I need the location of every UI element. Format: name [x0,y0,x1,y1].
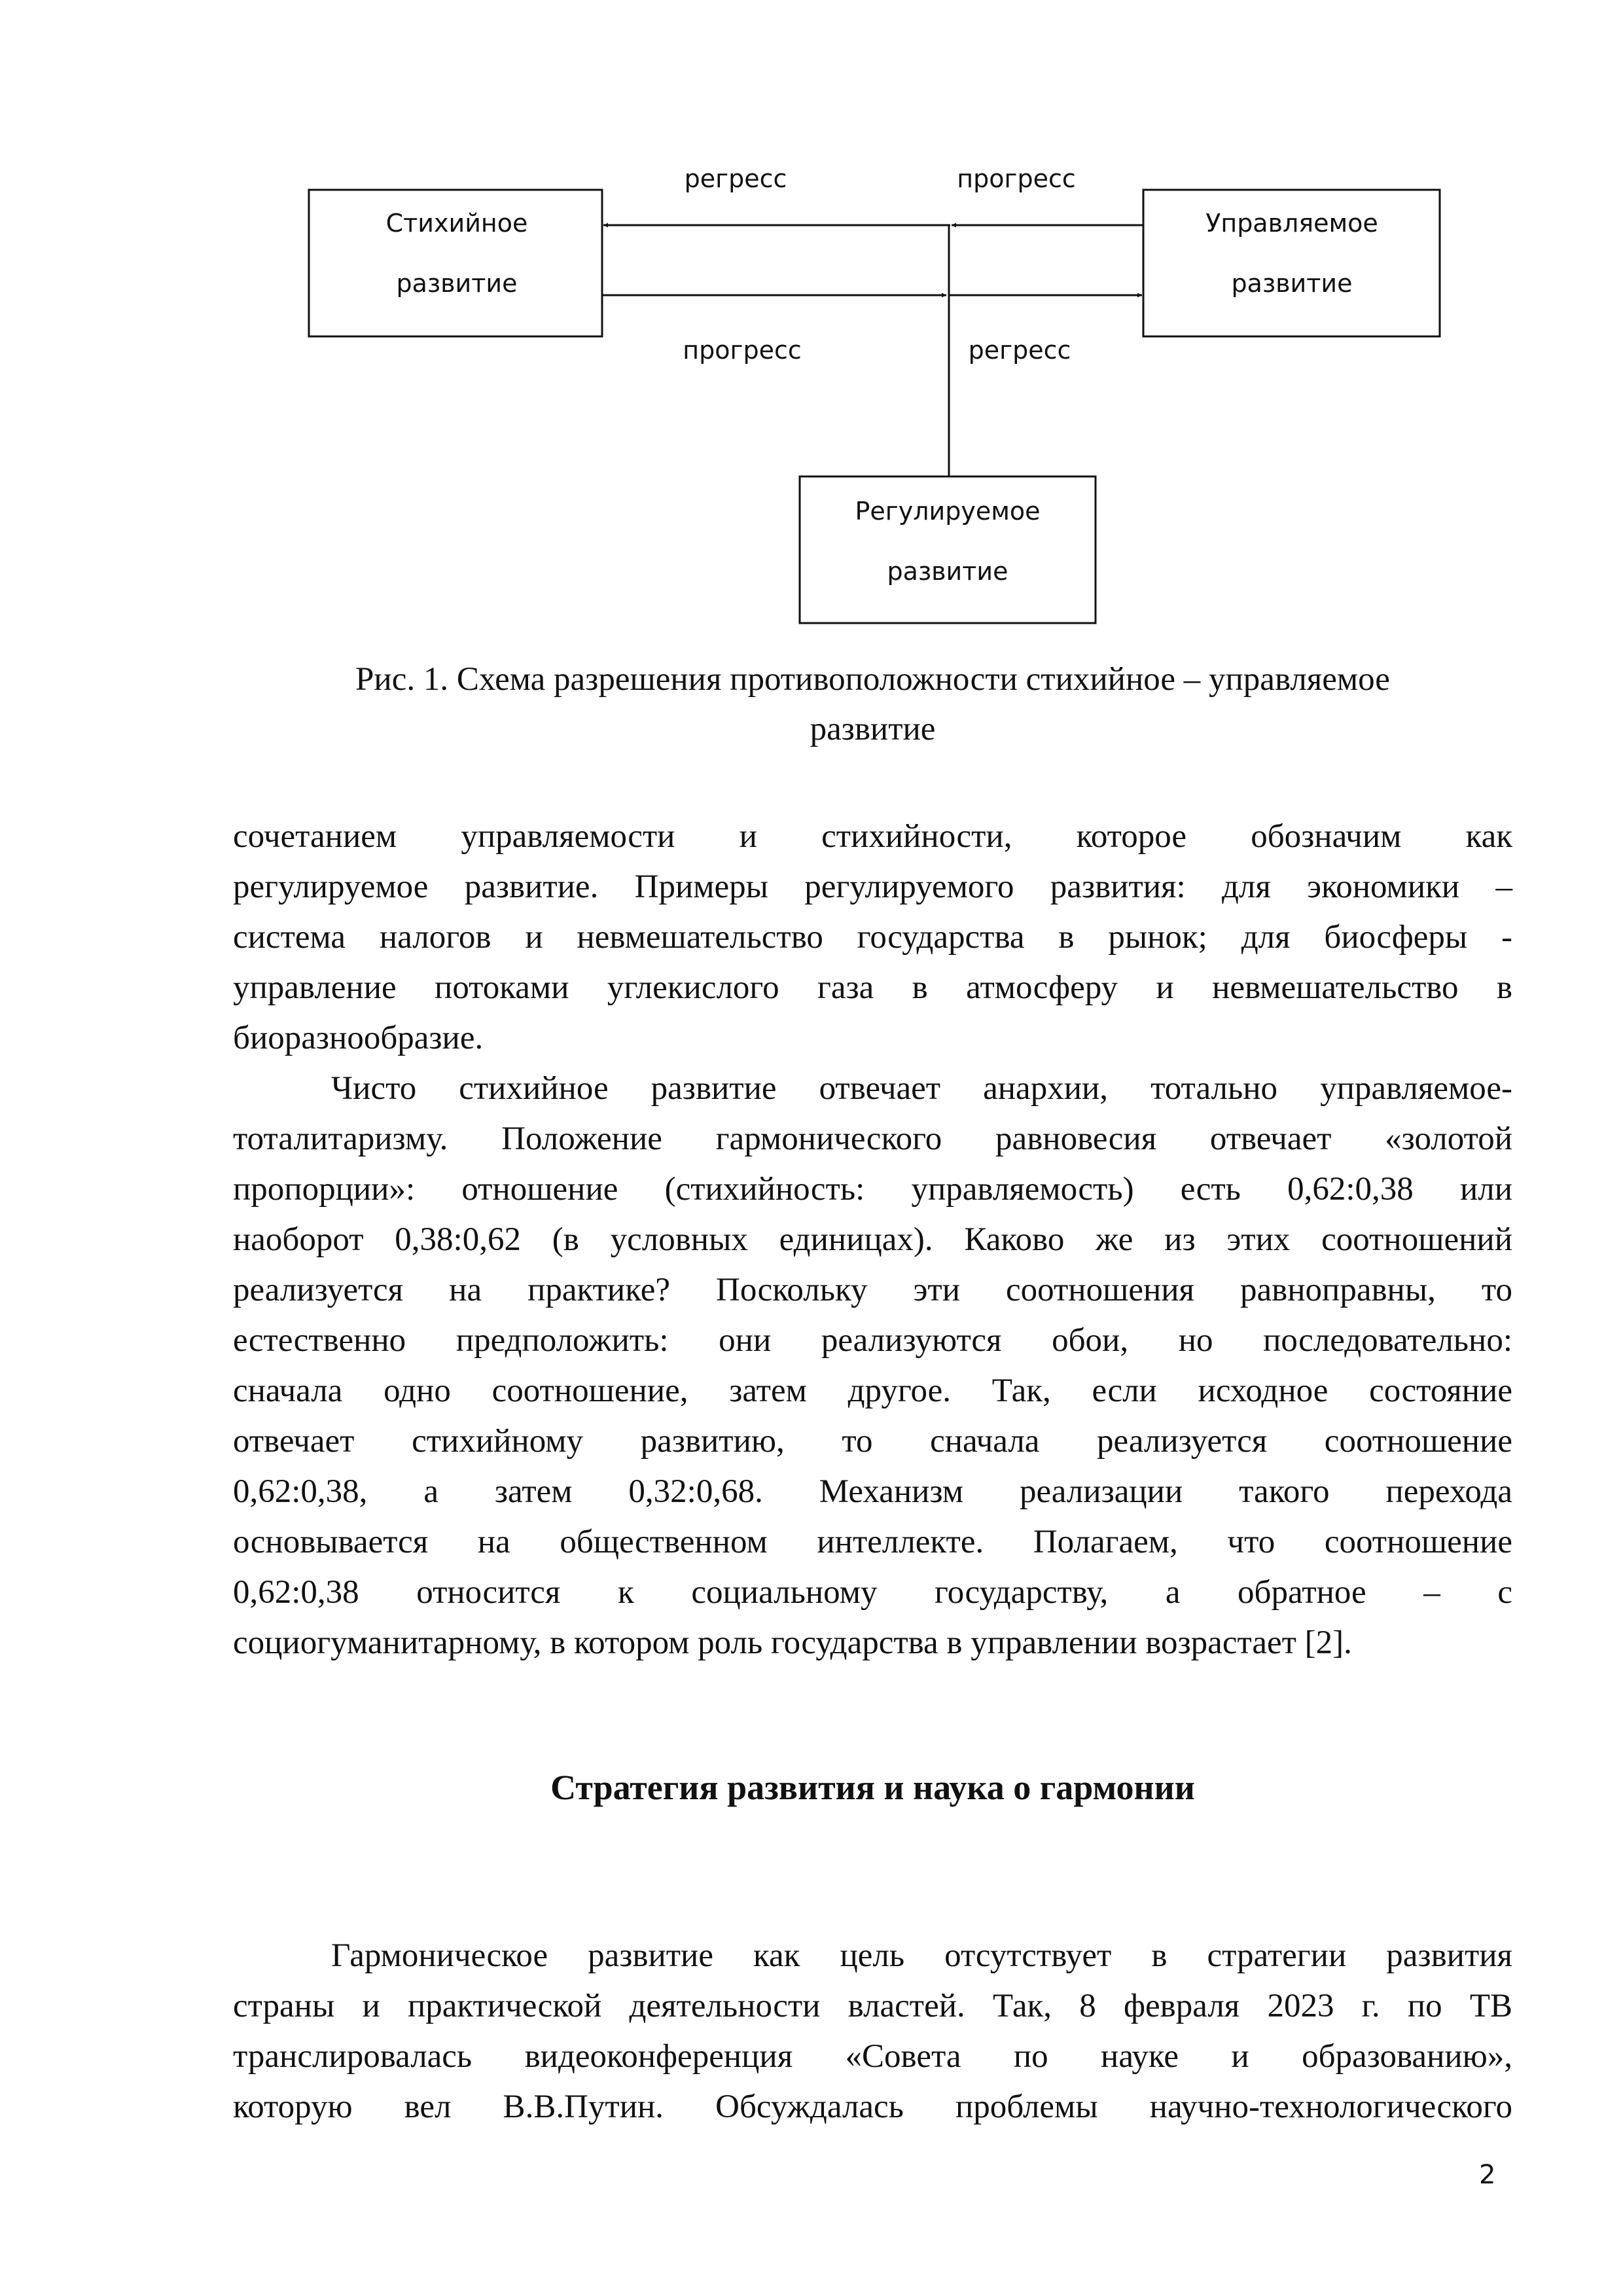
figure-caption [233,655,1512,754]
paragraph-regulated-development [233,812,1512,1064]
text-line: Чисто стихийное развитие отвечает анархии, тотально управляемое- [331,1070,1512,1107]
label-regress-bottom: регресс [968,336,1071,365]
text-line: социогуманитарному, в котором роль государства в управлении возрастает [2]. [233,1624,1352,1661]
text-line: реализуется на практике? Поскольку эти соотношения равноправны, то [233,1272,1512,1308]
box-managed-line1: Управляемое [1205,209,1378,238]
box-managed-line2: развитие [1231,269,1353,298]
text-line: тоталитаризму. Положение гармонического равновесия отвечает «золотой [233,1121,1512,1157]
text-line: сначала одно соотношение, затем другое. Так, если исходное состояние [233,1372,1512,1409]
box-regulated-line2: развитие [887,557,1008,586]
section-heading: Стратегия развития и наука о гармонии [550,1768,1195,1807]
text-line: отвечает стихийному развитию, то сначала реализуется соотношение [233,1423,1512,1460]
caption-line: Рис. 1. Схема разрешения противоположности стихийное – управляемое [355,661,1390,698]
text-line: страны и практической деятельности властей. Так, 8 февраля 2023 г. по ТВ [233,1988,1512,2024]
text-line: пропорции»: отношение (стихийность: управляемость) есть 0,62:0,38 или [233,1171,1512,1208]
box-spontaneous-line1: Стихийное [385,209,528,238]
label-progress-bottom: прогресс [683,336,802,365]
text-line: Гармоническое развитие как цель отсутствует в стратегии развития [331,1937,1512,1974]
paragraph-strategy [233,1931,1512,2132]
label-progress-top: прогресс [957,164,1076,193]
text-line: управление потоками углекислого газа в атмосферу и невмешательство в [233,969,1512,1006]
paragraph-golden-proportion [233,1064,1512,1668]
text-line: основывается на общественном интеллекте. Полагаем, что соотношение [233,1524,1512,1560]
text-line: сочетанием управляемости и стихийности, которое обозначим как [233,818,1512,855]
text-line: которую вел В.В.Путин. Обсуждалась проблемы научно-технологического [233,2089,1512,2125]
development-scheme-diagram [0,0,1623,655]
text-line: 0,62:0,38 относится к социальному государству, а обратное – с [233,1574,1512,1611]
text-line: регулируемое развитие. Примеры регулируемого развития: для экономики – [233,869,1512,905]
page-number: 2 [1479,2160,1496,2190]
label-regress-top: регресс [684,164,787,193]
caption-line: развитие [810,711,936,747]
text-line: система налогов и невмешательство государства в рынок; для биосферы - [233,919,1512,956]
box-regulated-line1: Регулируемое [855,497,1041,526]
text-line: транслировалась видеоконференция «Совета по науке и образованию», [233,2038,1512,2075]
text-line: 0,62:0,38, а затем 0,32:0,68. Механизм реализации такого перехода [233,1473,1512,1510]
text-line: биоразнообразие. [233,1020,484,1056]
box-spontaneous-line2: развитие [396,269,518,298]
text-line: наоборот 0,38:0,62 (в условных единицах). Каково же из этих соотношений [233,1221,1512,1258]
text-line: естественно предположить: они реализуются обои, но последовательно: [233,1322,1512,1359]
